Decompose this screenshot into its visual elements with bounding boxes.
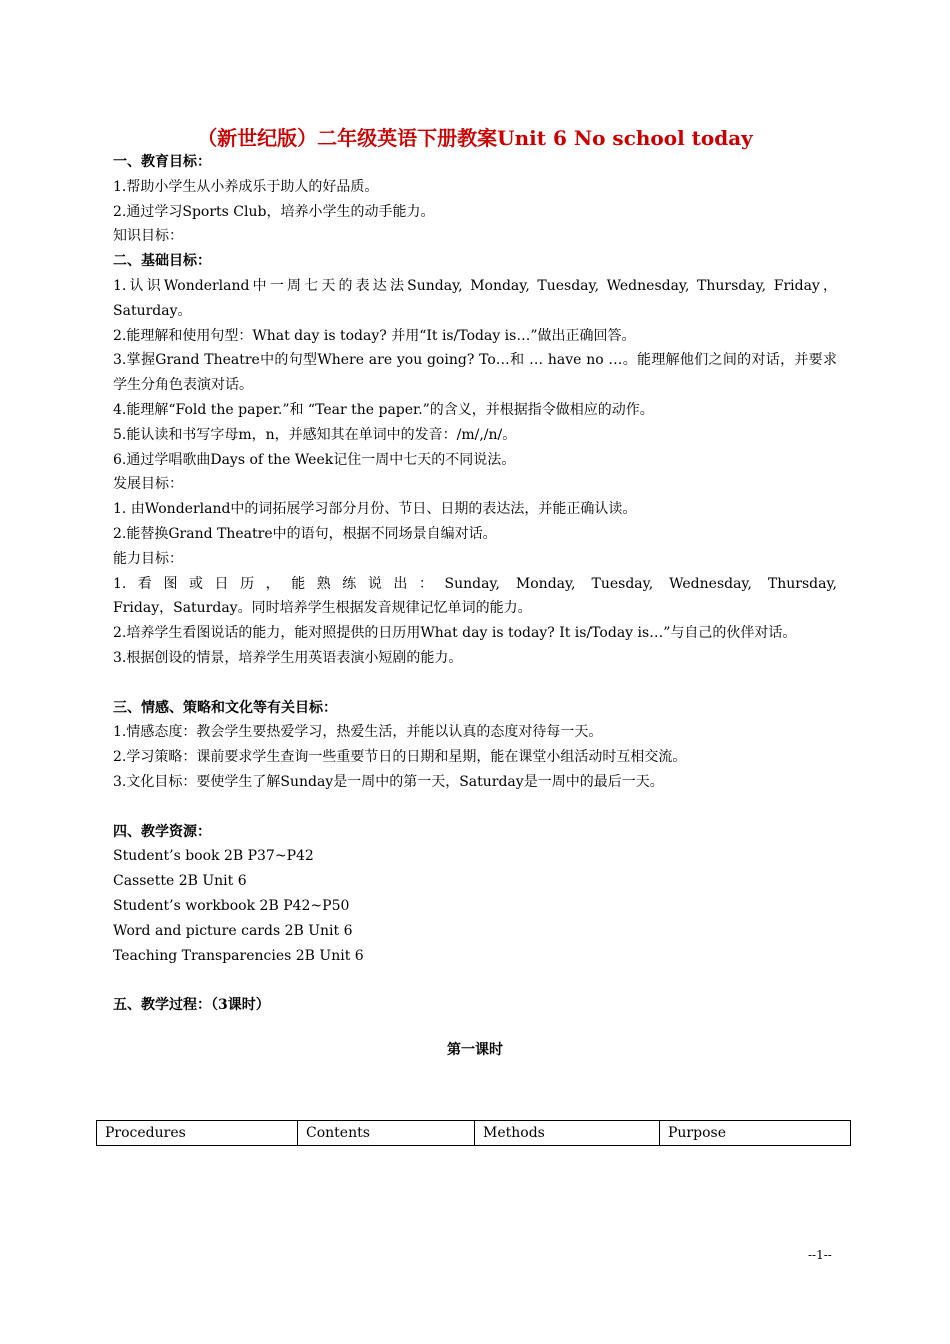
list-item: 5.能认读和书写字母m，n，并感知其在单词中的发音：/m/,/n/。 — [113, 426, 517, 443]
document-body — [113, 150, 837, 1063]
document-title: （新世纪版）二年级英语下册教案Unit 6 No school today — [197, 126, 753, 150]
knowledge-goals-label: 知识目标： — [113, 228, 183, 245]
table-header-cell: Purpose — [660, 1121, 851, 1146]
list-item: 3.文化目标：要使学生了解Sunday是一周中的第一天，Saturday是一周中的最后一天。 — [113, 773, 664, 790]
list-item: 2.通过学习Sports Club，培养小学生的动手能力。 — [113, 203, 435, 220]
procedure-table — [96, 1120, 851, 1146]
list-item-line: 1.看图或日历，能熟练说出：Sunday, Monday, Tuesday, Wednesday, Thursday, — [113, 575, 837, 592]
list-item: 1.情感态度：教会学生要热爱学习，热爱生活，并能以认真的态度对待每一天。 — [113, 724, 603, 741]
list-item: 1. 由Wonderland中的词拓展学习部分月份、节日、日期的表达法，并能正确认读。 — [113, 501, 637, 518]
resource-item: Teaching Transparencies 2B Unit 6 — [113, 947, 364, 964]
table-header-cell: Methods — [475, 1121, 660, 1146]
list-item-line: Friday，Saturday。同时培养学生根据发音规律记忆单词的能力。 — [113, 600, 532, 617]
resource-item: Word and picture cards 2B Unit 6 — [113, 922, 353, 939]
resource-item: Student’s book 2B P37~P42 — [113, 848, 314, 865]
list-item: 1.帮助小学生从小养成乐于助人的好品质。 — [113, 178, 379, 195]
section-heading-education-goals: 一、教育目标： — [113, 154, 211, 170]
list-item: 2.学习策略：课前要求学生查询一些重要节日的日期和星期，能在课堂小组活动时互相交流。 — [113, 749, 687, 766]
page-number: --1-- — [808, 1248, 832, 1262]
table-header-cell: Contents — [298, 1121, 475, 1146]
section-heading-teaching-process: 五、教学过程：（3课时） — [113, 997, 270, 1014]
list-item: 3.根据创设的情景，培养学生用英语表演小短剧的能力。 — [113, 649, 463, 666]
section-heading-affective-goals: 三、情感、策略和文化等有关目标： — [113, 699, 337, 716]
list-item: 3.掌握Grand Theatre中的句型Where are you going? To…和 … have no …。能理解他们之间的对话，并要求学生分角色表演对话。 — [113, 352, 837, 394]
table-header-cell: Procedures — [97, 1121, 298, 1146]
list-item: 2.能替换Grand Theatre中的语句，根据不同场景自编对话。 — [113, 525, 497, 542]
list-item: 2.能理解和使用句型：What day is today? 并用“It is/Today is…”做出正确回答。 — [113, 327, 636, 344]
lesson-title: 第一课时 — [447, 1041, 503, 1058]
ability-goals-label: 能力目标： — [113, 550, 183, 567]
section-heading-basic-goals: 二、基础目标： — [113, 253, 211, 270]
section-heading-resources: 四、教学资源： — [113, 823, 211, 840]
development-goals-label: 发展目标： — [113, 476, 183, 493]
resource-item: Student’s workbook 2B P42~P50 — [113, 897, 350, 914]
list-item: 2.培养学生看图说话的能力，能对照提供的日历用What day is today? It is/Today is…”与自己的伙伴对话。 — [113, 625, 797, 642]
list-item: 1.认识Wonderland中一周七天的表达法Sunday, Monday, Tuesday, Wednesday, Thursday, Friday，Saturday。 — [113, 277, 837, 319]
list-item: 4.能理解“Fold the paper.”和 “Tear the paper.”的含义，并根据指令做相应的动作。 — [113, 401, 654, 418]
list-item: 6.通过学唱歌曲Days of the Week记住一周中七天的不同说法。 — [113, 451, 516, 468]
resource-item: Cassette 2B Unit 6 — [113, 873, 247, 890]
table-header-row — [97, 1121, 851, 1146]
